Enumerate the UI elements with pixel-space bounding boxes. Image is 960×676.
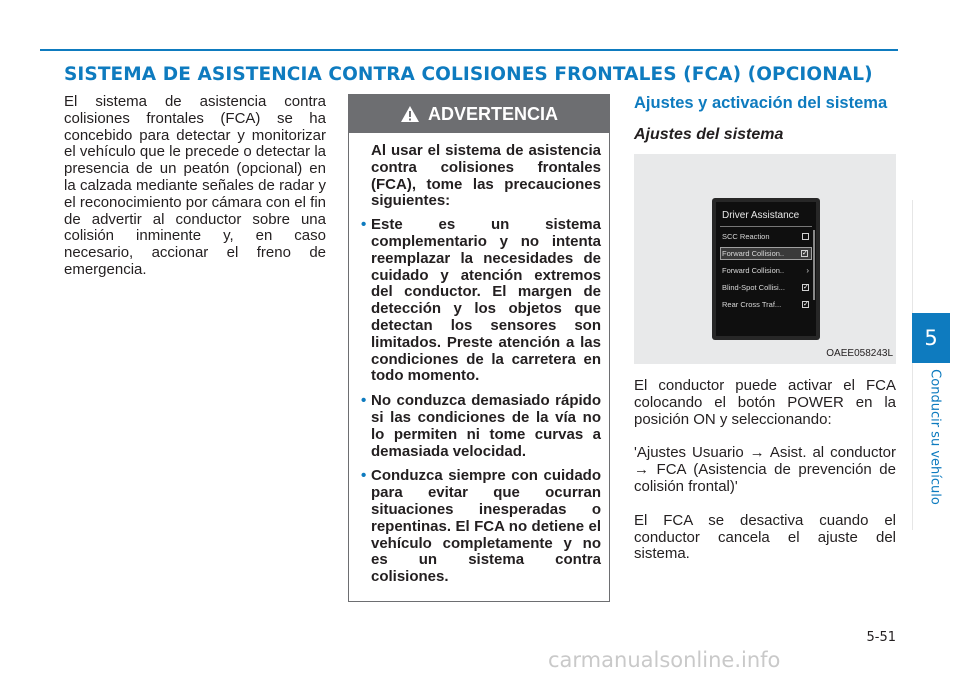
side-divider <box>912 200 913 530</box>
warning-bullet-text: No conduzca demasiado rápido si las condiciones de la vía no lo permiten ni tome curvas a demasiada velocidad. <box>371 392 601 460</box>
warning-bullet-text: Conduzca siempre con cuidado para evitar que ocurran situaciones inesperadas o repentinas. El FCA no detiene el vehículo completamente y no es un sistema contra colisiones. <box>371 467 601 586</box>
screen-display <box>716 202 816 336</box>
checkbox-checked-icon: ✓ <box>803 301 809 308</box>
warning-bullet <box>361 392 601 460</box>
chapter-tab <box>912 313 950 363</box>
watermark: carmanualsonline.info <box>548 648 781 672</box>
warning-box <box>348 94 610 602</box>
settings-path-paragraph: 'Ajustes Usuario → Asist. al conductor → FCA (Asistencia de prevención de colisión frontal)' <box>634 444 896 495</box>
figure-code: OAEE058243L <box>826 348 893 359</box>
screen-title: Driver Assistance <box>722 210 800 221</box>
menu-item-label: Rear Cross Traf... <box>722 300 782 309</box>
warning-title: ADVERTENCIA <box>427 103 558 124</box>
menu-item-blind-spot[interactable] <box>720 281 812 294</box>
section-title: SISTEMA DE ASISTENCIA CONTRA COLISIONES FRONTALES (FCA) (OPCIONAL) <box>64 64 873 85</box>
bullet-dot-icon: • <box>361 392 367 410</box>
menu-item-forward-collision-warning[interactable] <box>720 247 812 260</box>
menu-item-forward-collision-submenu[interactable] <box>720 264 812 277</box>
menu-item-label: Forward Collision.. <box>722 266 785 275</box>
menu-item-label: Blind-Spot Collisi... <box>722 283 785 292</box>
settings-subheading: Ajustes del sistema <box>634 126 784 143</box>
checkbox-checked-icon: ✓ <box>803 284 809 291</box>
checkbox-icon <box>802 233 809 240</box>
warning-body <box>349 133 609 586</box>
menu-item-scc-reaction[interactable] <box>720 230 812 243</box>
screen-scrollbar[interactable] <box>813 230 815 300</box>
bullet-dot-icon: • <box>361 216 367 234</box>
checkbox-checked-icon: ✓ <box>802 250 808 257</box>
warning-bullet <box>361 216 601 385</box>
menu-item-label: SCC Reaction <box>722 232 770 241</box>
chevron-right-icon: › <box>806 266 809 275</box>
infotainment-screen <box>712 198 820 340</box>
right-column <box>634 94 896 563</box>
screen-divider <box>720 226 812 227</box>
warning-bullet <box>361 467 601 586</box>
top-rule <box>40 49 898 51</box>
intro-paragraph: El sistema de asistencia contra colisiones frontales (FCA) se ha concebido para detectar y monitorizar el vehículo que le precede o detectar la presencia de un peatón (opcional) en la calzada mediante señales de radar y el reconocimiento por cámara con el fin de advertir al conductor sobre una colisión inminente y, en caso necesario, accionar el freno de emergencia. <box>64 93 326 278</box>
warning-list <box>361 216 601 586</box>
menu-item-rear-cross-traffic[interactable] <box>720 298 812 311</box>
warning-intro: Al usar el sistema de asistencia contra colisiones frontales (FCA), tome las precauciones siguientes: <box>371 142 601 210</box>
warning-triangle-icon <box>400 105 420 123</box>
chapter-number: 5 <box>924 326 938 350</box>
settings-heading: Ajustes y activación del sistema <box>634 94 888 112</box>
menu-item-label: Forward Collision.. <box>722 249 785 258</box>
chapter-label: Conducir su vehículo <box>927 369 943 505</box>
screen-figure <box>634 154 896 364</box>
deactivation-paragraph: El FCA se desactiva cuando el conductor cancela el ajuste del sistema. <box>634 511 896 563</box>
page-number: 5-51 <box>866 630 896 645</box>
warning-header <box>349 95 609 133</box>
activation-paragraph: El conductor puede activar el FCA colocando el botón POWER en la posición ON y seleccionando: <box>634 377 896 428</box>
bullet-dot-icon: • <box>361 467 367 485</box>
warning-bullet-text: Este es un sistema complementario y no intenta reemplazar la necesidades de cuidado y atención extremos del conductor. El margen de detección y los objetos que detectan los sensores son limitados. Preste atención a las condiciones de la carretera en todo momento. <box>371 216 601 385</box>
